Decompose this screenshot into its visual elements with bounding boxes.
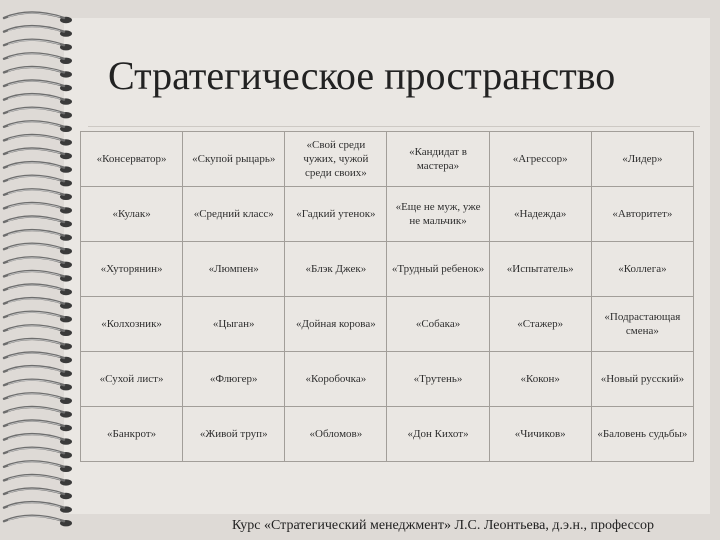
table-cell: «Скупой рыцарь» — [183, 132, 285, 187]
table-cell: «Коробочка» — [285, 352, 387, 407]
table-cell: «Флюгер» — [183, 352, 285, 407]
binder-coil — [4, 475, 72, 486]
binder-coil — [4, 203, 72, 214]
table-cell: «Трудный ребенок» — [387, 242, 489, 297]
table-cell: «Еще не муж, уже не мальчик» — [387, 187, 489, 242]
table-cell: «Живой труп» — [183, 407, 285, 462]
binder-coil — [4, 81, 72, 92]
binder-coil — [4, 26, 72, 37]
spiral-binding-icon — [0, 0, 78, 540]
table-cell: «Кандидат в мастера» — [387, 132, 489, 187]
table-cell: «Люмпен» — [183, 242, 285, 297]
binder-coil — [4, 516, 72, 527]
binder-coil — [4, 393, 72, 404]
binder-coil — [4, 285, 72, 296]
binder-coil — [4, 434, 72, 445]
table-cell: «Свой среди чужих, чужой среди своих» — [285, 132, 387, 187]
binder-coil — [4, 366, 72, 377]
binder-coil — [4, 149, 72, 160]
binder-coil — [4, 339, 72, 350]
binder-coil — [4, 353, 72, 364]
binder-coil — [4, 244, 72, 255]
binder-coil — [4, 67, 72, 78]
table-row — [81, 407, 694, 462]
binder-coil — [4, 162, 72, 173]
table-cell: «Надежда» — [489, 187, 591, 242]
table-cell: «Гадкий утенок» — [285, 187, 387, 242]
table-cell: «Новый русский» — [591, 352, 693, 407]
slide-title: Стратегическое пространство — [108, 53, 616, 98]
strategic-space-table — [80, 131, 694, 462]
binder-coil — [4, 407, 72, 418]
table-cell: «Консерватор» — [81, 132, 183, 187]
table-cell: «Сухой лист» — [81, 352, 183, 407]
table-cell: «Подрастающая смена» — [591, 297, 693, 352]
binder-coil — [4, 176, 72, 187]
table-row — [81, 297, 694, 352]
table-row — [81, 187, 694, 242]
binder-coil — [4, 448, 72, 459]
binder-coil — [4, 217, 72, 228]
binder-coil — [4, 421, 72, 432]
table-cell: «Собака» — [387, 297, 489, 352]
binder-coil — [4, 461, 72, 472]
table-cell: «Банкрот» — [81, 407, 183, 462]
table-cell: «Обломов» — [285, 407, 387, 462]
binder-coil — [4, 135, 72, 146]
binder-coil — [4, 502, 72, 513]
table-cell: «Лидер» — [591, 132, 693, 187]
table-cell: «Кулак» — [81, 187, 183, 242]
binder-coil — [4, 13, 72, 24]
title-divider — [88, 126, 700, 127]
binder-coil — [4, 257, 72, 268]
table-cell: «Трутень» — [387, 352, 489, 407]
table-cell: «Хуторянин» — [81, 242, 183, 297]
table-cell: «Стажер» — [489, 297, 591, 352]
binder-coil — [4, 325, 72, 336]
table-cell: «Дойная корова» — [285, 297, 387, 352]
binder-coil — [4, 380, 72, 391]
table-cell: «Кокон» — [489, 352, 591, 407]
table-cell: «Испытатель» — [489, 242, 591, 297]
binder-coil — [4, 271, 72, 282]
binder-coil — [4, 94, 72, 105]
table-cell: «Чичиков» — [489, 407, 591, 462]
table-cell: «Агрессор» — [489, 132, 591, 187]
table-cell: «Дон Кихот» — [387, 407, 489, 462]
table-row — [81, 132, 694, 187]
table-cell: «Авторитет» — [591, 187, 693, 242]
binder-coil — [4, 53, 72, 64]
binder-coil — [4, 489, 72, 500]
binder-coil — [4, 40, 72, 51]
table-cell: «Колхозник» — [81, 297, 183, 352]
table-cell: «Цыган» — [183, 297, 285, 352]
binder-coil — [4, 121, 72, 132]
binder-coil — [4, 298, 72, 309]
table-cell: «Средний класс» — [183, 187, 285, 242]
table-row — [81, 242, 694, 297]
slide-footer: Курс «Стратегический менеджмент» Л.С. Леонтьева, д.э.н., профессор — [232, 518, 655, 533]
table-cell: «Баловень судьбы» — [591, 407, 693, 462]
binder-coil — [4, 189, 72, 200]
binder-coil — [4, 312, 72, 323]
table-row — [81, 352, 694, 407]
table-cell: «Блэк Джек» — [285, 242, 387, 297]
binder-coil — [4, 108, 72, 119]
binder-coil — [4, 230, 72, 241]
table-cell: «Коллега» — [591, 242, 693, 297]
